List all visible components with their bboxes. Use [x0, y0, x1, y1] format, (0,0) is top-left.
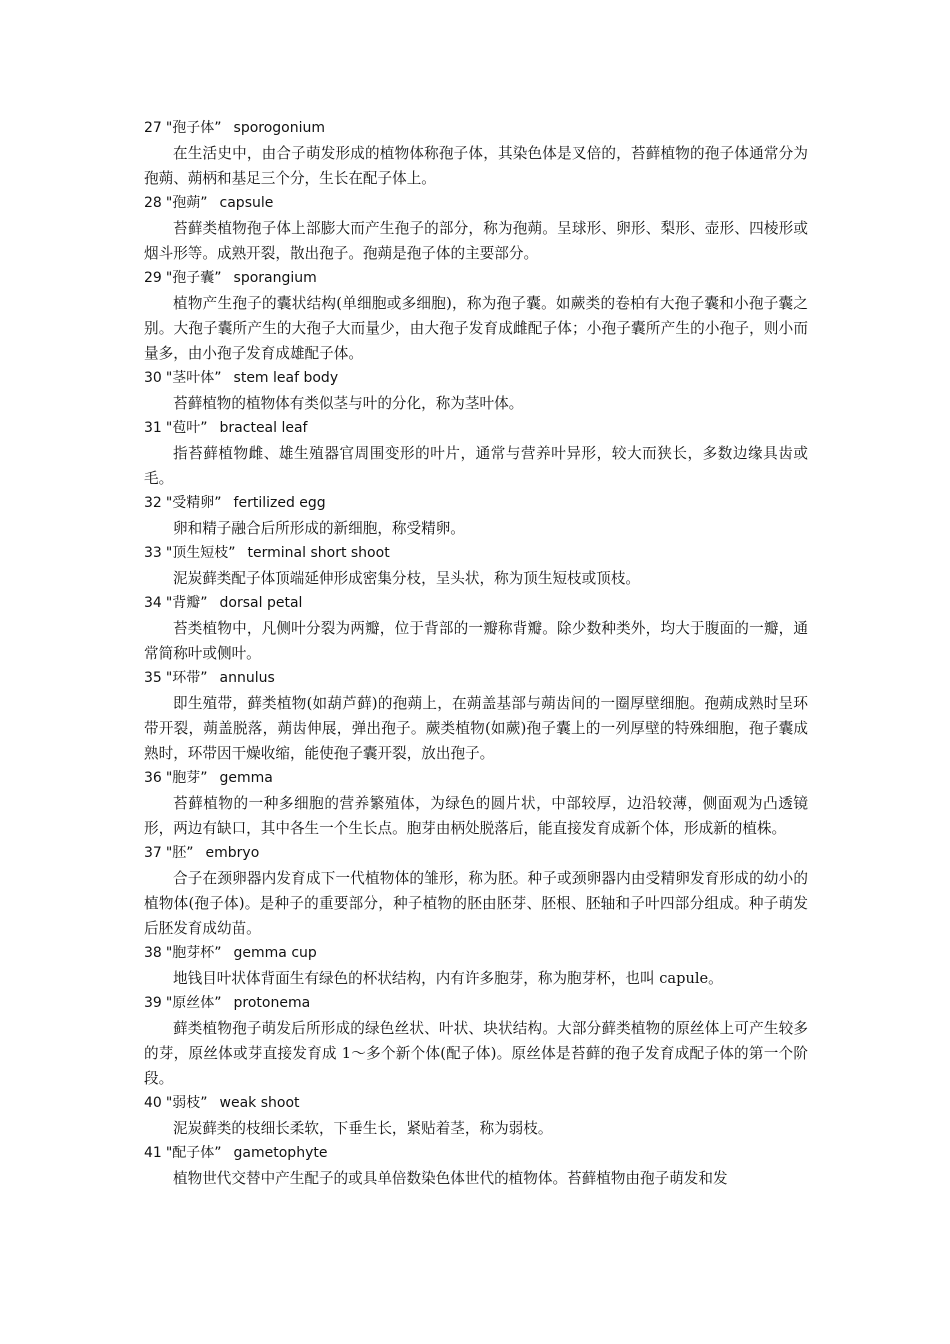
- entry-english-term: gemma: [219, 770, 273, 786]
- entry-term: [144, 666, 808, 691]
- entry-number: 30: [144, 370, 162, 386]
- entry-definition: 植物世代交替中产生配子的或具单倍数染色体世代的植物体。苔藓植物由孢子萌发和发: [173, 1170, 728, 1187]
- entry-english-term: annulus: [219, 670, 275, 686]
- entry-number: 27: [144, 120, 162, 136]
- glossary-entry: [144, 366, 808, 416]
- entry-chinese-term: "茎叶体”: [165, 370, 222, 386]
- entry-term: [144, 491, 808, 516]
- entry-term: [144, 541, 808, 566]
- glossary-entry: [144, 1091, 808, 1141]
- glossary-entry: [144, 1141, 808, 1191]
- entry-term: [144, 941, 808, 966]
- entry-definition: 指苔藓植物雌、雄生殖器官周围变形的叶片，通常与营养叶异形，较大而狭长，多数边缘具齿或毛。: [144, 445, 808, 487]
- entry-chinese-term: "孢子体”: [165, 120, 222, 136]
- entry-term: [144, 1091, 808, 1116]
- entry-chinese-term: "环带”: [165, 670, 208, 686]
- entry-number: 36: [144, 770, 162, 786]
- entry-english-term: terminal short shoot: [247, 545, 390, 561]
- entry-definition: 合子在颈卵器内发育成下一代植物体的雏形，称为胚。种子或颈卵器内由受精卵发育形成的幼小的植物体(孢子体)。是种子的重要部分，种子植物的胚由胚芽、胚根、胚轴和子叶四部分组成。种子萌发后胚发育成幼苗。: [144, 870, 808, 937]
- entry-definition: 苔藓植物的一种多细胞的营养繁殖体，为绿色的圆片状，中部较厚，边沿较薄，侧面观为凸透镜形，两边有缺口，其中各生一个生长点。胞芽由柄处脱落后，能直接发育成新个体，形成新的植株。: [144, 795, 808, 837]
- glossary-entry: [144, 766, 808, 841]
- entry-english-term: dorsal petal: [219, 595, 303, 611]
- entry-definition: 苔藓类植物孢子体上部膨大而产生孢子的部分，称为孢蒴。呈球形、卵形、梨形、壶形、四棱形或烟斗形等。成熟开裂，散出孢子。孢蒴是孢子体的主要部分。: [144, 220, 808, 262]
- entry-definition: 即生殖带，藓类植物(如葫芦藓)的孢蒴上，在蒴盖基部与蒴齿间的一圈厚壁细胞。孢蒴成熟时呈环带开裂，蒴盖脱落，蒴齿伸展，弹出孢子。蕨类植物(如蕨)孢子囊上的一列厚壁的特殊细胞，孢子囊成熟时，环带因干燥收缩，能使孢子囊开裂，放出孢子。: [144, 695, 808, 762]
- entry-definition: 泥炭藓类配子体顶端延伸形成密集分枝，呈头状，称为顶生短枝或顶枝。: [173, 570, 641, 587]
- entry-chinese-term: "胚”: [165, 845, 194, 861]
- entry-definition: 地钱目叶状体背面生有绿色的杯状结构，内有许多胞芽，称为胞芽杯，也叫 capule。: [173, 970, 723, 987]
- entry-english-term: bracteal leaf: [219, 420, 308, 436]
- entry-number: 29: [144, 270, 162, 286]
- entry-chinese-term: "顶生短枝”: [165, 545, 236, 561]
- entry-number: 41: [144, 1145, 162, 1161]
- entry-term: [144, 416, 808, 441]
- entry-number: 37: [144, 845, 162, 861]
- entry-chinese-term: "苞叶”: [165, 420, 208, 436]
- entry-chinese-term: "配子体”: [165, 1145, 222, 1161]
- entry-english-term: capsule: [219, 195, 274, 211]
- entry-term: [144, 841, 808, 866]
- entry-definition: 植物产生孢子的囊状结构(单细胞或多细胞)，称为孢子囊。如蕨类的卷柏有大孢子囊和小孢子囊之别。大孢子囊所产生的大孢子大而量少，由大孢子发育成雌配子体；小孢子囊所产生的小孢子，则小而量多，由小孢子发育成雄配子体。: [144, 295, 808, 362]
- glossary-entry: [144, 941, 808, 991]
- glossary-entry: [144, 541, 808, 591]
- entry-term: [144, 191, 808, 216]
- entry-definition: 苔藓植物的植物体有类似茎与叶的分化，称为茎叶体。: [173, 395, 524, 412]
- glossary-entry: [144, 591, 808, 666]
- entry-definition: 苔类植物中，凡侧叶分裂为两瓣，位于背部的一瓣称背瓣。除少数种类外，均大于腹面的一瓣，通常简称叶或侧叶。: [144, 620, 808, 662]
- entry-english-term: gemma cup: [233, 945, 317, 961]
- entry-english-term: embryo: [205, 845, 260, 861]
- entry-number: 28: [144, 195, 162, 211]
- glossary-entry: [144, 116, 808, 191]
- entry-chinese-term: "孢蒴”: [165, 195, 208, 211]
- glossary-entry: [144, 266, 808, 366]
- entry-chinese-term: "孢子囊”: [165, 270, 222, 286]
- entry-definition: 藓类植物孢子萌发后所形成的绿色丝状、叶状、块状结构。大部分藓类植物的原丝体上可产生较多的芽，原丝体或芽直接发育成 1～多个新个体(配子体)。原丝体是苔藓的孢子发育成配子体的第一个阶段。: [144, 1020, 808, 1087]
- entry-english-term: stem leaf body: [233, 370, 339, 386]
- entry-term: [144, 366, 808, 391]
- entry-term: [144, 266, 808, 291]
- entry-definition: 在生活史中，由合子萌发形成的植物体称孢子体，其染色体是叉倍的，苔藓植物的孢子体通常分为孢蒴、蒴柄和基足三个分，生长在配子体上。: [144, 145, 808, 187]
- document-page: [144, 116, 808, 1191]
- entry-number: 32: [144, 495, 162, 511]
- glossary-entry: [144, 191, 808, 266]
- entry-english-term: fertilized egg: [233, 495, 326, 511]
- entry-chinese-term: "胞芽”: [165, 770, 208, 786]
- entry-number: 38: [144, 945, 162, 961]
- entry-number: 33: [144, 545, 162, 561]
- entry-english-term: sporangium: [233, 270, 317, 286]
- entry-definition: 卵和精子融合后所形成的新细胞，称受精卵。: [173, 520, 465, 537]
- entry-english-term: gametophyte: [233, 1145, 328, 1161]
- glossary-entry: [144, 416, 808, 491]
- entry-term: [144, 991, 808, 1016]
- entry-english-term: weak shoot: [219, 1095, 300, 1111]
- entry-chinese-term: "原丝体”: [165, 995, 222, 1011]
- entry-english-term: protonema: [233, 995, 311, 1011]
- entry-number: 34: [144, 595, 162, 611]
- glossary-entry: [144, 991, 808, 1091]
- entry-number: 39: [144, 995, 162, 1011]
- glossary-entry: [144, 841, 808, 941]
- entry-english-term: sporogonium: [233, 120, 326, 136]
- entry-chinese-term: "胞芽杯”: [165, 945, 222, 961]
- entry-term: [144, 1141, 808, 1166]
- entry-term: [144, 766, 808, 791]
- entry-term: [144, 591, 808, 616]
- entry-number: 40: [144, 1095, 162, 1111]
- entry-term: [144, 116, 808, 141]
- entry-chinese-term: "受精卵”: [165, 495, 222, 511]
- entry-number: 31: [144, 420, 162, 436]
- entry-chinese-term: "弱枝”: [165, 1095, 208, 1111]
- glossary-entry: [144, 666, 808, 766]
- entry-chinese-term: "背瓣”: [165, 595, 208, 611]
- glossary-entry: [144, 491, 808, 541]
- entry-definition: 泥炭藓类的枝细长柔软，下垂生长，紧贴着茎，称为弱枝。: [173, 1120, 553, 1137]
- entry-number: 35: [144, 670, 162, 686]
